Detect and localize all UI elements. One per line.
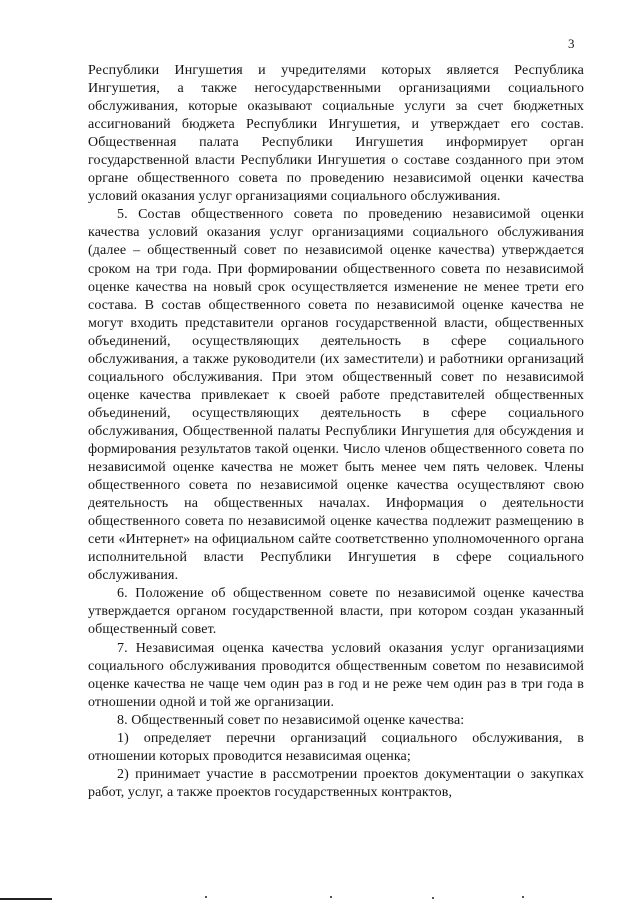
paragraph-item-6: 6. Положение об общественном совете по независимой оценке качества утверждается органом государственной власти, при котором создан указанный общественный совет. (88, 586, 584, 638)
scan-dust-mark (330, 896, 332, 898)
document-body (88, 62, 584, 802)
page-number: 3 (568, 36, 575, 51)
paragraph-continuation: Республики Ингушетия и учредителями которых является Республика Ингушетия, а также негосударственными организациями социального обслуживания, которые оказывают социальные услуги за счет бюджетных ассигнований бюджета Республики Ингушетия, и утверждает его состав. Общественная палата Республики Ингушетия информирует орган государственной власти Республики Ингушетия о составе созданного при этом органе общественного совета по проведению независимой оценки качества условий оказания услуг организациями социального обслуживания. (88, 63, 584, 205)
paragraph-item-5: 5. Состав общественного совета по проведению независимой оценки качества условий оказания услуг организациями социального обслуживания (далее – общественный совет по независимой оценке качества) утверждается сроком на три года. При формировании общественного совета по независимой оценке качества на новый срок осуществляется изменение не менее трети его состава. В состав общественного совета по независимой оценке качества не могут входить представители органов государственной власти, общественных объединений, осуществляющих деятельность в сфере социального обслуживания, а также руководители (их заместители) и работники организаций социального обслуживания. При этом общественный совет по независимой оценке качества привлекает к своей работе представителей общественных объединений, осуществляющих деятельность в сфере социального обслуживания, Общественной палаты Республики Ингушетия для обсуждения и формирования результатов такой оценки. Число членов общественного совета по независимой оценке качества не может быть менее чем пять человек. Члены общественного совета по независимой оценке качества осуществляют свою деятельность на общественных началах. Информация о деятельности общественного совета по независимой оценке качества подлежит размещению в сети «Интернет» на официальном сайте соответственно уполномоченного органа исполнительной власти Республики Ингушетия в сфере социального обслуживания. (88, 207, 584, 584)
paragraph-subitem-2: 2) принимает участие в рассмотрении проектов документации о закупках работ, услуг, а также проектов государственных контрактов, (88, 766, 584, 800)
scan-dust-mark (205, 896, 207, 898)
paragraph-item-7: 7. Независимая оценка качества условий оказания услуг организациями социального обслуживания проводится общественным советом по независимой оценке качества не чаще чем один раз в год и не реже чем один раз в три года в отношении одной и той же организации. (88, 640, 584, 710)
paragraph-item-8: 8. Общественный совет по независимой оценке качества: (117, 712, 465, 728)
scan-edge-mark (0, 898, 52, 900)
scan-dust-mark (432, 897, 434, 899)
paragraph-subitem-1: 1) определяет перечни организаций социального обслуживания, в отношении которых проводится независимая оценка; (88, 730, 584, 764)
scan-dust-mark (522, 896, 524, 898)
